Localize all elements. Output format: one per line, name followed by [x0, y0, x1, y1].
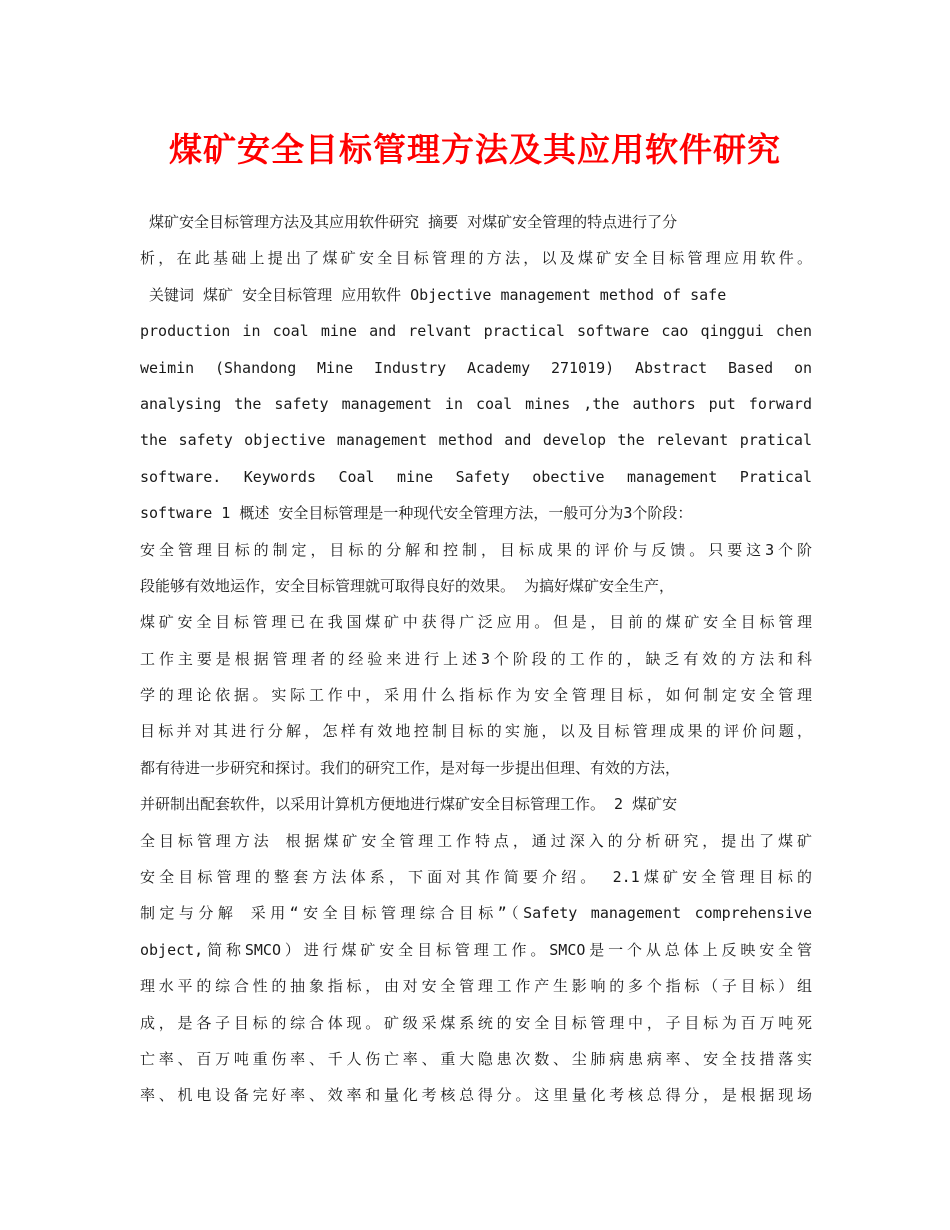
body-line: 全目标管理方法 根据煤矿安全管理工作特点，通过深入的分析研究，提出了煤矿 — [140, 831, 812, 850]
body-line: 安全管理目标的制定，目标的分解和控制，目标成果的评价与反馈。只要这3个阶 — [140, 540, 812, 559]
body-line: 安全目标管理的整套方法体系，下面对其作简要介绍。 2.1煤矿安全管理目标的 — [140, 868, 812, 887]
body-line: 析，在此基础上提出了煤矿安全目标管理的方法，以及煤矿安全目标管理应用软件。 — [140, 249, 812, 268]
body-line: 都有待进一步研究和探讨。我们的研究工作，是对每一步提出但理、有效的方法， — [140, 758, 681, 777]
body-line: 目标并对其进行分解，怎样有效地控制目标的实施，以及目标管理成果的评价问题， — [140, 722, 812, 741]
body-line: production in coal mine and relvant practical software cao qinggui chen — [140, 322, 812, 341]
document-title: 煤矿安全目标管理方法及其应用软件研究 — [169, 130, 781, 169]
body-line: the safety objective management method and develop the relevant pratical — [140, 431, 812, 450]
body-line: 率、机电设备完好率、效率和量化考核总得分。这里量化考核总得分，是根据现场 — [140, 1086, 812, 1105]
body-line: 理水平的综合性的抽象指标，由对安全管理工作产生影响的多个指标（子目标）组 — [140, 977, 812, 996]
body-line: 煤矿安全目标管理已在我国煤矿中获得广泛应用。但是，目前的煤矿安全目标管理 — [140, 613, 812, 632]
body-line: 并研制出配套软件，以采用计算机方便地进行煤矿安全目标管理工作。 2 煤矿安 — [140, 795, 678, 814]
body-line: weimin (Shandong Mine Industry Academy 271019) Abstract Based on — [140, 358, 812, 377]
body-line: 煤矿安全目标管理方法及其应用软件研究 摘要 对煤矿安全管理的特点进行了分 — [140, 213, 678, 231]
document-body — [140, 204, 812, 1114]
body-line: 段能够有效地运作，安全目标管理就可取得良好的效果。 为搞好煤矿安全生产， — [140, 576, 675, 595]
body-line: object,简称SMCO）进行煤矿安全目标管理工作。SMCO是一个从总体上反映安全管 — [140, 940, 812, 959]
body-line: software 1 概述 安全目标管理是一种现代安全管理方法，一般可分为3个阶段： — [140, 504, 693, 523]
body-line: analysing the safety management in coal mines ,the authors put forward — [140, 394, 812, 413]
body-line: 制定与分解 采用“安全目标管理综合目标”（Safety management comprehensive — [140, 904, 812, 923]
body-line: 工作主要是根据管理者的经验来进行上述3个阶段的工作的，缺乏有效的方法和科 — [140, 649, 812, 668]
body-line: 关键词 煤矿 安全目标管理 应用软件 Objective management method of safe — [140, 285, 727, 304]
body-line: 成，是各子目标的综合体现。矿级采煤系统的安全目标管理中，子目标为百万吨死 — [140, 1013, 812, 1032]
body-line: 亡率、百万吨重伤率、千人伤亡率、重大隐患次数、尘肺病患病率、安全技措落实 — [140, 1049, 812, 1068]
body-line: software. Keywords Coal mine Safety obective management Pratical — [140, 467, 812, 486]
body-line: 学的理论依据。实际工作中，采用什么指标作为安全管理目标，如何制定安全管理 — [140, 686, 812, 705]
